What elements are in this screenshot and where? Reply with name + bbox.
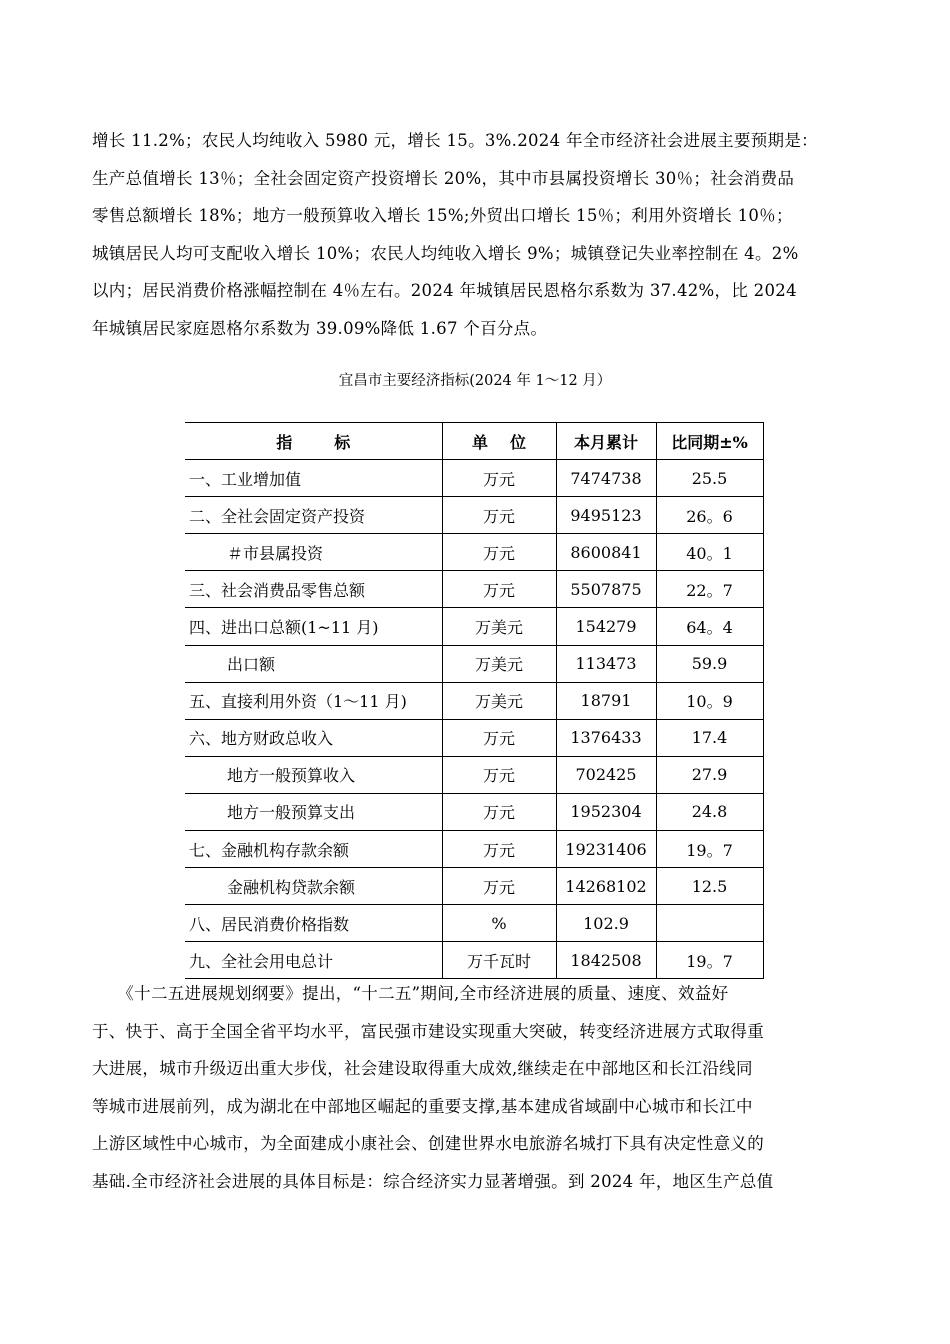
cell-yoy-change: 59.9 bbox=[656, 645, 763, 682]
text-line: 年城镇居民家庭恩格尔系数为 39.09%降低 1.67 个百分点。 bbox=[92, 318, 548, 338]
header-change: 比同期±% bbox=[656, 423, 763, 460]
cell-unit: % bbox=[442, 905, 556, 942]
table-row bbox=[185, 719, 763, 756]
text-line: 零售总额增长 18%；地方一般预算收入增长 15%;外贸出口增长 15％；利用外资增长 10％； bbox=[92, 206, 793, 225]
table-row bbox=[185, 831, 763, 868]
header-unit: 单位 bbox=[442, 423, 556, 460]
text-line: 于、快于、高于全国全省平均水平，富民强市建设实现重大突破，转变经济进展方式取得重 bbox=[92, 1021, 764, 1041]
header-indicator: 指标 bbox=[185, 423, 442, 460]
cell-yoy-change: 40。1 bbox=[656, 534, 763, 571]
cell-yoy-change: 25.5 bbox=[656, 460, 763, 497]
paragraph-intro bbox=[92, 122, 864, 347]
cell-indicator: 五、直接利用外资（1～11 月) bbox=[185, 682, 442, 719]
text-line: 以内；居民消费价格涨幅控制在 4％左右。2024 年城镇居民恩格尔系数为 37.42%，比 2024 bbox=[92, 281, 797, 300]
cell-unit: 万元 bbox=[442, 831, 556, 868]
cell-yoy-change: 64。4 bbox=[656, 608, 763, 645]
cell-indicator: 九、全社会用电总计 bbox=[185, 942, 442, 979]
text-line: 《十二五进展规划纲要》提出，“十二五”期间,全市经济进展的质量、速度、效益好 bbox=[92, 984, 729, 1003]
cell-indicator: 八、居民消费价格指数 bbox=[185, 905, 442, 942]
table-row bbox=[185, 868, 763, 905]
text-line: 生产总值增长 13％；全社会固定资产投资增长 20%，其中市县属投资增长 30％；社会消费品 bbox=[92, 168, 795, 188]
cell-unit: 万元 bbox=[442, 793, 556, 830]
table-row bbox=[185, 905, 763, 942]
cell-yoy-change: 17.4 bbox=[656, 719, 763, 756]
text-line: 城镇居民人均可支配收入增长 10%；农民人均纯收入增长 9%；城镇登记失业率控制在 4。2% bbox=[92, 243, 799, 263]
table-row bbox=[185, 682, 763, 719]
cell-unit: 万美元 bbox=[442, 608, 556, 645]
cell-unit: 万元 bbox=[442, 571, 556, 608]
header-cumulative: 本月累计 bbox=[556, 423, 656, 460]
text-line: 基础.全市经济社会进展的具体目标是：综合经济实力显著增强。到 2024 年，地区生产总值 bbox=[92, 1171, 774, 1191]
cell-yoy-change bbox=[656, 905, 763, 942]
text-line: 增长 11.2%；农民人均纯收入 5980 元，增长 15。3%.2024 年全市经济社会进展主要预期是： bbox=[92, 131, 818, 150]
cell-cumulative-value: 5507875 bbox=[556, 571, 656, 608]
cell-yoy-change: 24.8 bbox=[656, 793, 763, 830]
cell-cumulative-value: 1842508 bbox=[556, 942, 656, 979]
cell-cumulative-value: 702425 bbox=[556, 756, 656, 793]
cell-yoy-change: 19。7 bbox=[656, 942, 763, 979]
text-line: 大进展，城市升级迈出重大步伐，社会建设取得重大成效,继续走在中部地区和长江沿线同 bbox=[92, 1059, 753, 1078]
cell-cumulative-value: 14268102 bbox=[556, 868, 656, 905]
cell-cumulative-value: 18791 bbox=[556, 682, 656, 719]
cell-indicator: 七、金融机构存款余额 bbox=[185, 831, 442, 868]
text-line: 上游区域性中心城市，为全面建成小康社会、创建世界水电旅游名城打下具有决定性意义的 bbox=[92, 1134, 764, 1153]
cell-indicator: 地方一般预算支出 bbox=[185, 793, 442, 830]
table-row bbox=[185, 645, 763, 682]
cell-unit: 万元 bbox=[442, 756, 556, 793]
economic-indicators-table bbox=[185, 422, 764, 979]
cell-cumulative-value: 19231406 bbox=[556, 831, 656, 868]
cell-yoy-change: 10。9 bbox=[656, 682, 763, 719]
cell-yoy-change: 26。6 bbox=[656, 497, 763, 534]
cell-yoy-change: 27.9 bbox=[656, 756, 763, 793]
paragraph-plan bbox=[92, 975, 864, 1200]
cell-yoy-change: 12.5 bbox=[656, 868, 763, 905]
table-row bbox=[185, 793, 763, 830]
cell-indicator: 六、地方财政总收入 bbox=[185, 719, 442, 756]
cell-indicator: 三、社会消费品零售总额 bbox=[185, 571, 442, 608]
cell-unit: 万元 bbox=[442, 460, 556, 497]
table-title: 宜昌市主要经济指标(2024 年 1～12 月） bbox=[338, 373, 612, 389]
table-row bbox=[185, 756, 763, 793]
cell-cumulative-value: 8600841 bbox=[556, 534, 656, 571]
cell-yoy-change: 22。7 bbox=[656, 571, 763, 608]
text-line: 等城市进展前列，成为湖北在中部地区崛起的重要支撑,基本建成省域副中心城市和长江中 bbox=[92, 1096, 753, 1116]
cell-unit: 万美元 bbox=[442, 645, 556, 682]
cell-unit: 万元 bbox=[442, 868, 556, 905]
cell-indicator: 地方一般预算收入 bbox=[185, 756, 442, 793]
table-row bbox=[185, 942, 763, 979]
table-row bbox=[185, 608, 763, 645]
cell-unit: 万千瓦时 bbox=[442, 942, 556, 979]
cell-cumulative-value: 1376433 bbox=[556, 719, 656, 756]
cell-cumulative-value: 154279 bbox=[556, 608, 656, 645]
cell-cumulative-value: 9495123 bbox=[556, 497, 656, 534]
table-row bbox=[185, 497, 763, 534]
table-row bbox=[185, 534, 763, 571]
cell-indicator: 二、全社会固定资产投资 bbox=[185, 497, 442, 534]
table-header-row bbox=[185, 423, 763, 460]
cell-yoy-change: 19。7 bbox=[656, 831, 763, 868]
cell-cumulative-value: 1952304 bbox=[556, 793, 656, 830]
cell-unit: 万元 bbox=[442, 497, 556, 534]
cell-indicator: 一、工业增加值 bbox=[185, 460, 442, 497]
table-row bbox=[185, 571, 763, 608]
cell-cumulative-value: 102.9 bbox=[556, 905, 656, 942]
cell-cumulative-value: 113473 bbox=[556, 645, 656, 682]
cell-indicator: 四、进出口总额(1~11 月) bbox=[185, 608, 442, 645]
cell-indicator: 金融机构贷款余额 bbox=[185, 868, 442, 905]
cell-indicator: 出口额 bbox=[185, 645, 442, 682]
cell-unit: 万元 bbox=[442, 719, 556, 756]
cell-unit: 万美元 bbox=[442, 682, 556, 719]
cell-unit: 万元 bbox=[442, 534, 556, 571]
cell-cumulative-value: 7474738 bbox=[556, 460, 656, 497]
table-row bbox=[185, 460, 763, 497]
cell-indicator: ＃市县属投资 bbox=[185, 534, 442, 571]
